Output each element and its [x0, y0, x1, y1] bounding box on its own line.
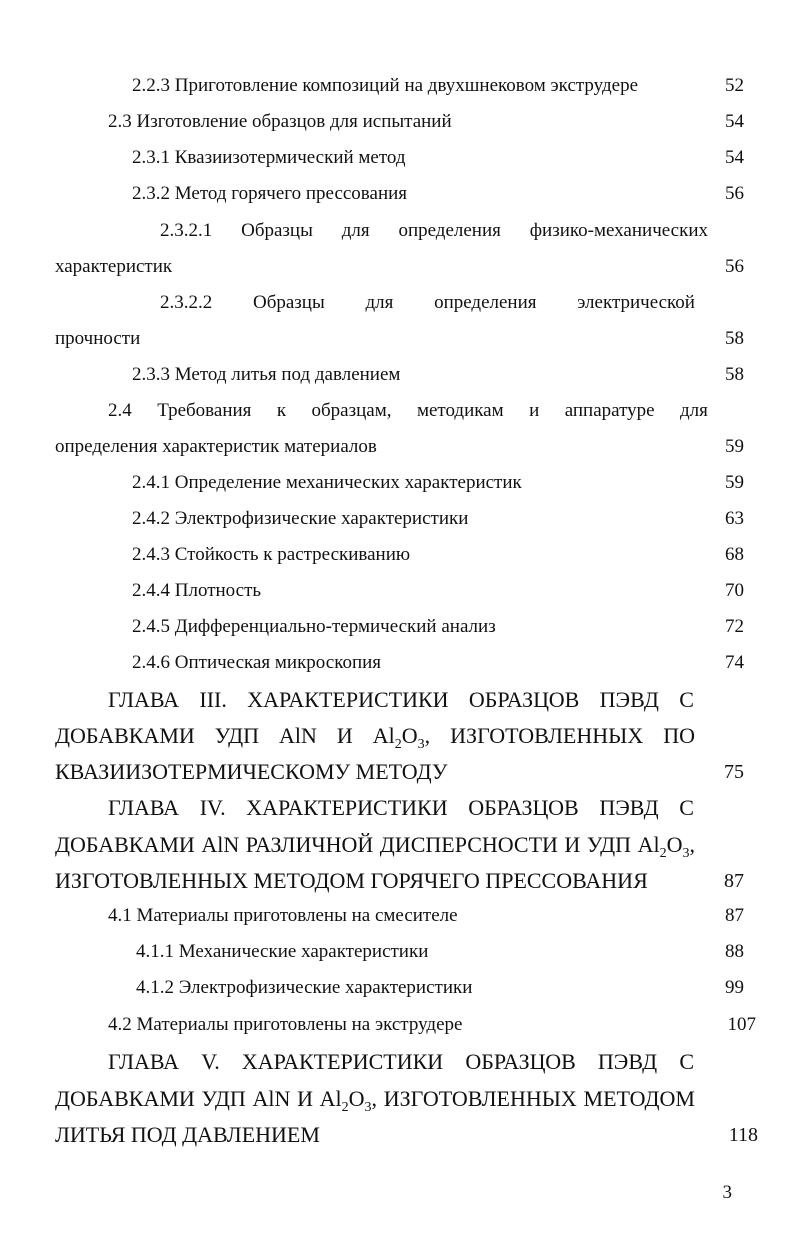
- toc-entry-2-4-cont: определения характеристик материалов: [55, 436, 377, 457]
- word: ПО: [663, 723, 695, 748]
- chapter-4-page: 87: [724, 870, 744, 892]
- chapter-3-line-3: КВАЗИИЗОТЕРМИЧЕСКОМУ МЕТОДУ: [55, 759, 448, 784]
- word: и: [529, 400, 540, 421]
- word: для: [365, 292, 394, 313]
- chapter-5-line-3: ЛИТЬЯ ПОД ДАВЛЕНИЕМ: [55, 1122, 320, 1147]
- word: ХАРАКТЕРИСТИКИ: [241, 1049, 444, 1074]
- word: ОБРАЗЦОВ: [468, 687, 580, 712]
- toc-entry-2-3: 2.3 Изготовление образцов для испытаний: [108, 111, 452, 132]
- chapter-5-line-2: [55, 1085, 695, 1117]
- toc-page-2-4: 59: [725, 436, 744, 457]
- toc-entry-2-3-3: 2.3.3 Метод литья под давлением: [132, 364, 401, 385]
- toc-entry-2-4-5: 2.4.5 Дифференциально-термический анализ: [132, 616, 496, 637]
- toc-page-4-1: 87: [725, 905, 744, 926]
- formula-al2o3: $Al_2O_3$,: [637, 832, 695, 861]
- word: Требования: [157, 400, 252, 421]
- toc-page-2-3: 54: [725, 111, 744, 132]
- toc-entry-2-3-2-2-cont: прочности: [55, 328, 141, 349]
- word: образцам,: [311, 400, 392, 421]
- toc-page-2-3-2: 56: [725, 183, 744, 204]
- toc-page-2-3-2-1: 56: [725, 256, 744, 277]
- word: ГЛАВА: [108, 1049, 180, 1074]
- word: ОБРАЗЦОВ: [468, 795, 579, 820]
- word: 2.3.2.2: [160, 292, 213, 313]
- toc-page-2-4-5: 72: [725, 616, 744, 637]
- word: С: [679, 1049, 694, 1074]
- page-number: 3: [722, 1182, 732, 1203]
- word: МЕТОДОМ: [583, 1086, 695, 1111]
- chapter-4-line-3: ИЗГОТОВЛЕННЫХ МЕТОДОМ ГОРЯЧЕГО ПРЕССОВАНИЯ: [55, 868, 648, 893]
- chapter-3-line-1: [108, 686, 694, 714]
- word: ХАРАКТЕРИСТИКИ: [247, 687, 449, 712]
- word: ГЛАВА: [108, 795, 180, 820]
- chapter-5-line-1: [108, 1048, 694, 1076]
- word: электрической: [577, 292, 695, 313]
- word: УДП: [201, 1086, 246, 1111]
- toc-entry-2-3-2-1: [160, 219, 708, 243]
- word: определения: [398, 220, 501, 241]
- chapter-3-page: 75: [724, 761, 744, 783]
- chapter-3-line-2: [55, 722, 695, 754]
- toc-page-4-1-2: 99: [725, 977, 744, 998]
- word: ОБРАЗЦОВ: [465, 1049, 576, 1074]
- word: С: [679, 795, 694, 820]
- toc-page-2-2-3: 52: [725, 75, 744, 96]
- word: V.: [201, 1049, 220, 1074]
- word: ДИСПЕРСНОСТИ: [379, 832, 558, 857]
- word: аппаратуре: [564, 400, 655, 421]
- toc-entry-4-2: 4.2 Материалы приготовлены на экструдере: [108, 1014, 463, 1035]
- word: ДОБАВКАМИ: [55, 723, 195, 748]
- toc-page-2-4-3: 68: [725, 544, 744, 565]
- word: физико-механических: [529, 220, 708, 241]
- toc-entry-4-1: 4.1 Материалы приготовлены на смесителе: [108, 905, 458, 926]
- word: к: [276, 400, 287, 421]
- word: AlN: [252, 1086, 291, 1111]
- word: УДП: [214, 723, 260, 748]
- toc-page-2-4-6: 74: [725, 652, 744, 673]
- toc-entry-2-4-3: 2.4.3 Стойкость к растрескиванию: [132, 544, 411, 565]
- toc-entry-2-4-6: 2.4.6 Оптическая микроскопия: [132, 652, 382, 673]
- word: ПЭВД: [599, 795, 659, 820]
- toc-page-2-3-1: 54: [725, 147, 744, 168]
- toc-entry-2-4: [108, 399, 708, 423]
- word: ПЭВД: [597, 1049, 658, 1074]
- word: И: [564, 832, 581, 857]
- word: IV.: [199, 795, 226, 820]
- toc-entry-2-3-2-1-cont: характеристик: [55, 256, 173, 277]
- toc-entry-4-1-1: 4.1.1 Механические характеристики: [136, 941, 429, 962]
- word: ИЗГОТОВЛЕННЫХ: [383, 1086, 577, 1111]
- chapter-4-line-2: [55, 831, 695, 863]
- toc-page-2-4-2: 63: [725, 508, 744, 529]
- word: 2.3.2.1: [160, 220, 213, 241]
- toc-entry-2-4-2: 2.4.2 Электрофизические характеристики: [132, 508, 469, 529]
- word: ГЛАВА: [108, 687, 180, 712]
- toc-page-4-2: 107: [727, 1014, 756, 1035]
- toc-page-2-4-4: 70: [725, 580, 744, 601]
- toc-entry-2-3-2-2: [160, 291, 695, 315]
- formula-al2o3: $Al_2O_3$,: [372, 723, 431, 752]
- toc-entry-2-3-1: 2.3.1 Квазиизотермический метод: [132, 147, 406, 168]
- toc-page-4-1-1: 88: [725, 941, 744, 962]
- chapter-4-line-1: [108, 794, 694, 822]
- toc-entry-2-3-2: 2.3.2 Метод горячего прессования: [132, 183, 408, 204]
- word: И: [297, 1086, 313, 1111]
- word: ДОБАВКАМИ: [55, 832, 195, 857]
- word: Образцы: [252, 292, 325, 313]
- word: III.: [199, 687, 227, 712]
- word: И: [336, 723, 353, 748]
- toc-entry-2-4-1: 2.4.1 Определение механических характеристик: [132, 472, 522, 493]
- word: С: [679, 687, 694, 712]
- toc-entry-2-4-4: 2.4.4 Плотность: [132, 580, 262, 601]
- toc-page-2-4-1: 59: [725, 472, 744, 493]
- word: AlN: [201, 832, 240, 857]
- word: УДП: [586, 832, 632, 857]
- toc-entry-2-2-3: 2.2.3 Приготовление композиций на двухшнековом экструдере: [132, 75, 638, 96]
- word: ДОБАВКАМИ: [55, 1086, 195, 1111]
- word: РАЗЛИЧНОЙ: [245, 832, 374, 857]
- word: ИЗГОТОВЛЕННЫХ: [450, 723, 644, 748]
- word: 2.4: [108, 400, 132, 421]
- word: для: [341, 220, 370, 241]
- toc-entry-4-1-2: 4.1.2 Электрофизические характеристики: [136, 977, 473, 998]
- word: ХАРАКТЕРИСТИКИ: [246, 795, 448, 820]
- word: методикам: [416, 400, 504, 421]
- word: определения: [434, 292, 537, 313]
- word: для: [680, 400, 708, 421]
- word: ПЭВД: [599, 687, 659, 712]
- word: Образцы: [241, 220, 313, 241]
- word: AlN: [279, 723, 317, 748]
- toc-page-2-3-2-2: 58: [725, 328, 744, 349]
- toc-page-2-3-3: 58: [725, 364, 744, 385]
- chapter-5-page: 118: [728, 1124, 758, 1146]
- formula-al2o3: $Al_2O_3$,: [319, 1086, 378, 1115]
